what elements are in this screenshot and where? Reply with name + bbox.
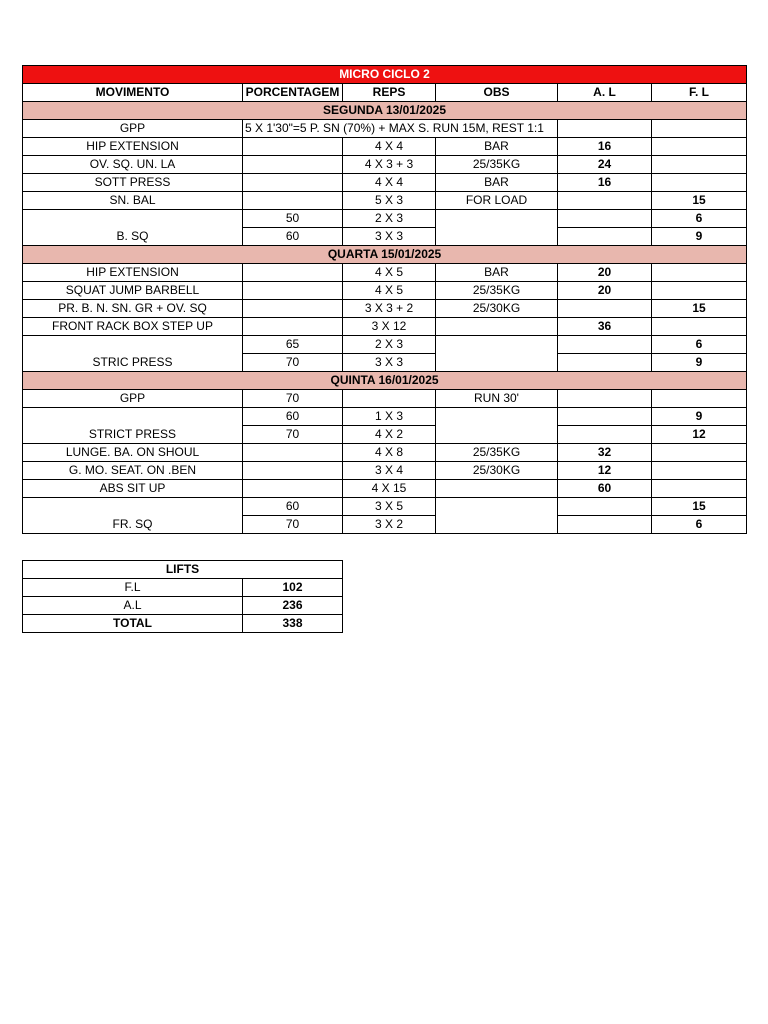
table-row	[23, 336, 747, 354]
movement-cell: PR. B. N. SN. GR + OV. SQ	[23, 300, 243, 318]
fl-cell	[652, 264, 747, 282]
percent-cell	[243, 462, 343, 480]
movement-cell: SOTT PRESS	[23, 174, 243, 192]
obs-cell: 25/30KG	[436, 462, 558, 480]
day-header-segunda	[23, 102, 747, 120]
percent-cell	[243, 156, 343, 174]
lifts-label: A.L	[23, 597, 243, 615]
fl-cell	[652, 480, 747, 498]
movement-cell: HIP EXTENSION	[23, 264, 243, 282]
reps-cell: 5 X 3	[343, 192, 436, 210]
table-row	[23, 444, 747, 462]
obs-cell	[436, 480, 558, 498]
table-row	[23, 390, 747, 408]
obs-cell	[436, 498, 558, 534]
table-row	[23, 120, 747, 138]
percent-cell: 70	[243, 390, 343, 408]
day-header-quarta	[23, 246, 747, 264]
movement-cell: FRONT RACK BOX STEP UP	[23, 318, 243, 336]
header-al: A. L	[558, 84, 652, 102]
table-row	[23, 282, 747, 300]
reps-cell: 4 X 5	[343, 282, 436, 300]
al-cell	[558, 516, 652, 534]
al-cell	[558, 336, 652, 354]
movement-cell: G. MO. SEAT. ON .BEN	[23, 462, 243, 480]
lifts-value: 102	[243, 579, 343, 597]
lifts-title: LIFTS	[23, 561, 343, 579]
movement-cell: GPP	[23, 390, 243, 408]
header-fl: F. L	[652, 84, 747, 102]
reps-cell: 2 X 3	[343, 336, 436, 354]
percent-cell: 60	[243, 408, 343, 426]
percent-cell	[243, 138, 343, 156]
movement-cell: HIP EXTENSION	[23, 138, 243, 156]
fl-cell: 15	[652, 300, 747, 318]
table-row	[23, 210, 747, 228]
reps-cell: 4 X 5	[343, 264, 436, 282]
reps-cell: 4 X 4	[343, 138, 436, 156]
percent-cell	[243, 318, 343, 336]
reps-cell: 4 X 15	[343, 480, 436, 498]
reps-cell: 4 X 3 + 3	[343, 156, 436, 174]
table-title: MICRO CICLO 2	[23, 66, 747, 84]
percent-cell	[243, 174, 343, 192]
al-cell	[558, 210, 652, 228]
merged-note-cell: 5 X 1'30"=5 P. SN (70%) + MAX S. RUN 15M, REST 1:1	[243, 120, 558, 138]
reps-cell: 3 X 2	[343, 516, 436, 534]
al-cell: 24	[558, 156, 652, 174]
reps-cell: 3 X 12	[343, 318, 436, 336]
table-row	[23, 192, 747, 210]
table-row	[23, 138, 747, 156]
obs-cell	[436, 336, 558, 372]
fl-cell: 9	[652, 228, 747, 246]
al-cell: 60	[558, 480, 652, 498]
reps-cell: 4 X 4	[343, 174, 436, 192]
fl-cell: 12	[652, 426, 747, 444]
lifts-row-total	[23, 615, 343, 633]
obs-cell: 25/35KG	[436, 156, 558, 174]
movement-cell: OV. SQ. UN. LA	[23, 156, 243, 174]
fl-cell	[652, 156, 747, 174]
fl-cell	[652, 462, 747, 480]
day-title: QUARTA 15/01/2025	[23, 246, 747, 264]
al-cell	[558, 120, 652, 138]
fl-cell: 6	[652, 516, 747, 534]
training-table	[22, 65, 747, 534]
reps-cell: 4 X 2	[343, 426, 436, 444]
table-row	[23, 408, 747, 426]
obs-cell: 25/35KG	[436, 282, 558, 300]
al-cell: 20	[558, 264, 652, 282]
al-cell	[558, 426, 652, 444]
movement-cell: B. SQ	[23, 210, 243, 246]
al-cell	[558, 192, 652, 210]
obs-cell: FOR LOAD	[436, 192, 558, 210]
fl-cell: 15	[652, 192, 747, 210]
reps-cell: 3 X 4	[343, 462, 436, 480]
table-row	[23, 462, 747, 480]
obs-cell	[436, 210, 558, 246]
movement-cell: SQUAT JUMP BARBELL	[23, 282, 243, 300]
obs-cell: RUN 30'	[436, 390, 558, 408]
fl-cell: 15	[652, 498, 747, 516]
header-movimento: MOVIMENTO	[23, 84, 243, 102]
obs-cell	[436, 318, 558, 336]
al-cell: 32	[558, 444, 652, 462]
percent-cell: 60	[243, 228, 343, 246]
al-cell	[558, 354, 652, 372]
fl-cell	[652, 138, 747, 156]
movement-cell: LUNGE. BA. ON SHOUL	[23, 444, 243, 462]
percent-cell: 60	[243, 498, 343, 516]
reps-cell: 3 X 3 + 2	[343, 300, 436, 318]
header-porcentagem: PORCENTAGEM	[243, 84, 343, 102]
table-row	[23, 318, 747, 336]
al-cell: 12	[558, 462, 652, 480]
lifts-value: 236	[243, 597, 343, 615]
lifts-value: 338	[243, 615, 343, 633]
al-cell	[558, 408, 652, 426]
fl-cell	[652, 444, 747, 462]
reps-cell: 3 X 3	[343, 354, 436, 372]
fl-cell	[652, 390, 747, 408]
fl-cell	[652, 318, 747, 336]
header-obs: OBS	[436, 84, 558, 102]
al-cell: 36	[558, 318, 652, 336]
obs-cell: BAR	[436, 264, 558, 282]
al-cell	[558, 300, 652, 318]
al-cell	[558, 498, 652, 516]
title-row	[23, 66, 747, 84]
lifts-label: TOTAL	[23, 615, 243, 633]
al-cell: 16	[558, 138, 652, 156]
table-row	[23, 498, 747, 516]
movement-cell: STRICT PRESS	[23, 408, 243, 444]
percent-cell: 70	[243, 516, 343, 534]
percent-cell: 50	[243, 210, 343, 228]
reps-cell: 4 X 8	[343, 444, 436, 462]
lifts-row-fl	[23, 579, 343, 597]
table-row	[23, 264, 747, 282]
obs-cell: BAR	[436, 138, 558, 156]
percent-cell: 65	[243, 336, 343, 354]
day-header-quinta	[23, 372, 747, 390]
header-reps: REPS	[343, 84, 436, 102]
lifts-summary-table	[22, 560, 343, 633]
fl-cell: 6	[652, 210, 747, 228]
percent-cell: 70	[243, 354, 343, 372]
percent-cell	[243, 300, 343, 318]
al-cell: 20	[558, 282, 652, 300]
reps-cell	[343, 390, 436, 408]
fl-cell	[652, 282, 747, 300]
movement-cell: FR. SQ	[23, 498, 243, 534]
movement-cell: GPP	[23, 120, 243, 138]
fl-cell: 6	[652, 336, 747, 354]
reps-cell: 1 X 3	[343, 408, 436, 426]
fl-cell	[652, 120, 747, 138]
fl-cell	[652, 174, 747, 192]
obs-cell: 25/30KG	[436, 300, 558, 318]
obs-cell: BAR	[436, 174, 558, 192]
lifts-row-al	[23, 597, 343, 615]
reps-cell: 2 X 3	[343, 210, 436, 228]
table-row	[23, 174, 747, 192]
percent-cell: 70	[243, 426, 343, 444]
al-cell	[558, 228, 652, 246]
percent-cell	[243, 480, 343, 498]
header-row	[23, 84, 747, 102]
reps-cell: 3 X 5	[343, 498, 436, 516]
percent-cell	[243, 282, 343, 300]
day-title: QUINTA 16/01/2025	[23, 372, 747, 390]
movement-cell: ABS SIT UP	[23, 480, 243, 498]
movement-cell: STRIC PRESS	[23, 336, 243, 372]
al-cell: 16	[558, 174, 652, 192]
movement-cell: SN. BAL	[23, 192, 243, 210]
reps-cell: 3 X 3	[343, 228, 436, 246]
fl-cell: 9	[652, 354, 747, 372]
table-row	[23, 480, 747, 498]
lifts-label: F.L	[23, 579, 243, 597]
obs-cell: 25/35KG	[436, 444, 558, 462]
al-cell	[558, 390, 652, 408]
table-row	[23, 300, 747, 318]
obs-cell	[436, 408, 558, 444]
percent-cell	[243, 444, 343, 462]
day-title: SEGUNDA 13/01/2025	[23, 102, 747, 120]
table-row	[23, 156, 747, 174]
fl-cell: 9	[652, 408, 747, 426]
percent-cell	[243, 192, 343, 210]
percent-cell	[243, 264, 343, 282]
